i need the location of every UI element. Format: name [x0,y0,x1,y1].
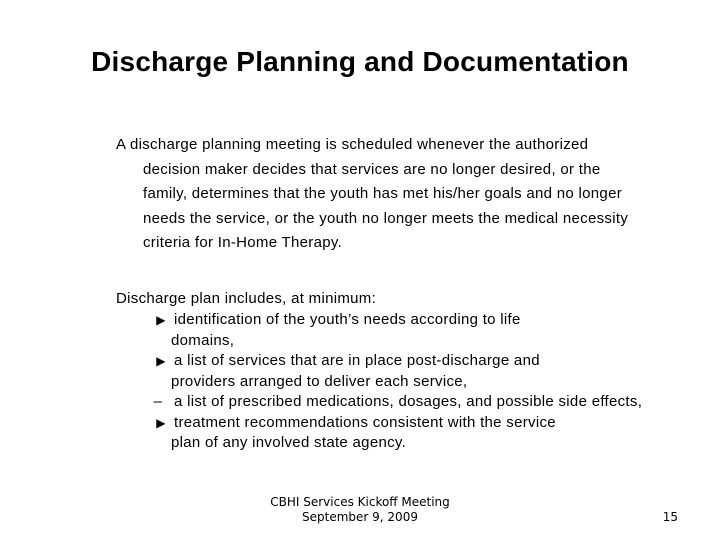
discharge-plan-heading: Discharge plan includes, at minimum: [116,290,377,307]
list-item-line: plan of any involved state agency. [171,434,407,451]
list-item-line: domains, [171,331,235,349]
slide-footer [210,495,510,525]
paragraph-line: decision maker decides that services are no longer desired, or the [143,160,601,178]
slide-title: Discharge Planning and Documentation [91,46,629,77]
list-item [116,392,706,413]
footer-event-name: CBHI Services Kickoff Meeting [270,495,450,509]
paragraph-line: needs the service, or the youth no longer meets the medical necessity [143,209,629,227]
paragraph-line: A discharge planning meeting is scheduled whenever the authorized [116,136,589,153]
page-number: 15 [662,510,678,524]
list-item-line: providers arranged to deliver each service, [171,372,468,390]
paragraph-line: criteria for In-Home Therapy. [143,234,343,251]
list-item-line: a list of services that are in place post-discharge and [174,352,540,369]
discharge-plan-section [116,288,706,454]
arrow-bullet-icon: ▶ [156,313,166,327]
footer-date: September 9, 2009 [302,510,418,524]
list-item [116,310,706,351]
arrow-bullet-icon: ▶ [156,415,166,430]
list-item-line: identification of the youth’s needs according to life [174,311,521,328]
list-item [116,351,706,392]
list-item [116,413,706,454]
dash-bullet-icon: – [153,393,163,410]
discharge-meeting-paragraph [116,133,696,256]
list-item-line: treatment recommendations consistent with the service [174,413,556,431]
paragraph-line: family, determines that the youth has met his/her goals and no longer [143,185,623,202]
arrow-bullet-icon: ▶ [156,354,166,368]
list-item-line: a list of prescribed medications, dosages, and possible side effects, [174,393,643,410]
